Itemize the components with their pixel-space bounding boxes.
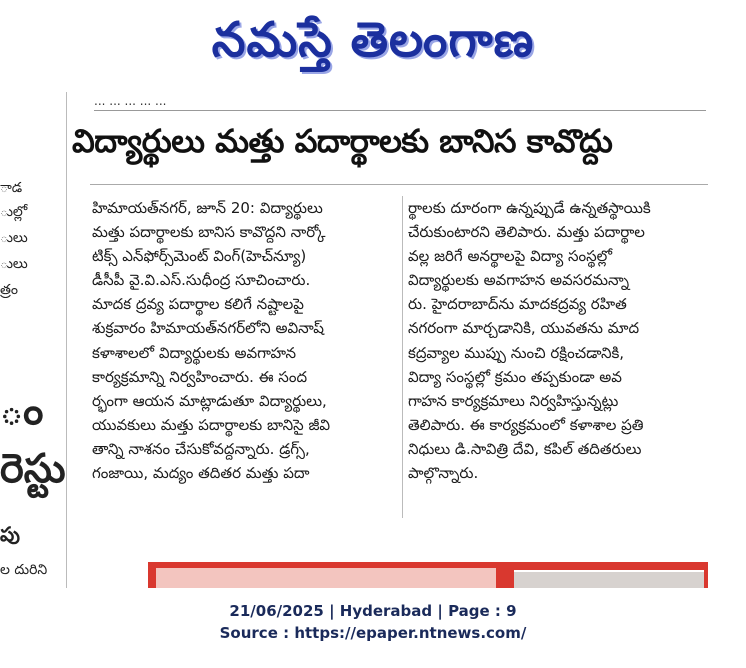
article-line: తెలిపారు. ఈ కార్యక్రమంలో కళాశాల ప్రతి [408, 415, 644, 434]
masthead [0, 0, 746, 92]
ad-band-inner [156, 568, 496, 588]
article-line: కళాశాలలో విద్యార్థులకు అవగాహన [92, 343, 297, 362]
fragment-text: ల దురిని [0, 562, 48, 578]
article-clipping [0, 92, 746, 588]
article-line: శుక్రవారం హిమాయత్‌నగర్‌లోని అవినాష్ [92, 319, 324, 338]
article-line: విద్యా సంస్థల్లో క్రమం తప్పకుండా అవ [408, 367, 622, 386]
article-line: మత్తు పదార్థాలకు బానిస కావొద్దని నార్కో [92, 223, 326, 242]
fragment-text: ం [0, 388, 44, 434]
article-line: కద్రవ్యాల ముప్పు నుంచి రక్షించడానికి, [408, 343, 625, 362]
fragment-text: త్రం [0, 282, 18, 298]
edition-info: 21/06/2025 | Hyderabad | Page : 9 [229, 602, 517, 620]
article-line: యువకులు మత్తు పదార్థాలకు బానిసై జీవి [92, 415, 331, 434]
cropped-top-text: ... ... ... ... ... [94, 94, 167, 108]
article-line: నగరంగా మార్చడానికి, యువతను మాద [408, 319, 640, 338]
article-line: ర్భంగా ఆయన మాట్లాడుతూ విద్యార్థులు, [92, 391, 327, 410]
article-line: కార్యక్రమాన్ని నిర్వహించారు. ఈ సంద [92, 367, 308, 386]
article-line: హిమాయత్‌నగర్, జూన్ 20: విద్యార్థులు [92, 199, 323, 217]
source-footer [0, 600, 746, 644]
article-line: మాదక ద్రవ్య పదార్థాల కలిగే నష్టాలపై [92, 295, 304, 314]
article-line: విద్యార్థులకు అవగాహన అవసరమన్నా [408, 271, 630, 290]
fragment-text: ులు [0, 230, 28, 246]
article-headline: విద్యార్థులు మత్తు పదార్థాలకు బానిస కావొద్దు [72, 122, 613, 160]
article-line: తాన్ని నాశనం చేసుకోవద్దన్నారు. డ్రగ్స్, [92, 439, 310, 458]
article-line: రు. హైదరాబాద్‌ను మాదకద్రవ్య రహిత [408, 295, 627, 314]
article-line: పాల్గొన్నారు. [408, 464, 479, 483]
adjacent-ad-band [148, 562, 708, 588]
column-divider [66, 92, 67, 588]
article-line: డీసీపీ వై.వి.ఎస్.సుధీంద్ర సూచించారు. [92, 271, 311, 290]
article-column-right [408, 196, 714, 485]
fragment-text: రెస్టు [0, 446, 66, 492]
article-line: టిక్స్ ఎన్‌ఫోర్స్‌మెంట్ వింగ్(హెచ్‌న్యూ) [92, 247, 307, 266]
newspaper-logo: నమస్తే తెలంగాణ [211, 12, 535, 68]
fragment-text: పు [0, 522, 20, 546]
article-line: చేరుకుంటారని తెలిపారు. మత్తు పదార్థాల [408, 223, 645, 242]
headline-rule [90, 184, 708, 185]
fragment-text: ులు [0, 256, 28, 272]
article-line: గంజాయి, మద్యం తదితర మత్తు పదా [92, 464, 310, 483]
article-line: వల్ల జరిగే అనర్థాలపై విద్యా సంస్థల్లో [408, 247, 613, 266]
photo-placeholder [514, 570, 704, 588]
article-line: గాహన కార్యక్రమాలు నిర్వహిస్తున్నట్లు [408, 391, 619, 410]
column-divider [402, 196, 403, 518]
top-rule [94, 110, 706, 111]
fragment-text: ుల్లో [0, 204, 28, 220]
article-column-left [92, 196, 398, 485]
source-link[interactable]: Source : https://epaper.ntnews.com/ [219, 624, 527, 642]
article-line: నిధులు డి.సావిత్రి దేవి, కపిల్ తదితరులు [408, 439, 642, 458]
adjacent-article-fragment [0, 92, 66, 588]
article-line: ర్థాలకు దూరంగా ఉన్నప్పుడే ఉన్నతస్థాయికి [408, 199, 651, 217]
fragment-text: ాడ [0, 180, 23, 196]
